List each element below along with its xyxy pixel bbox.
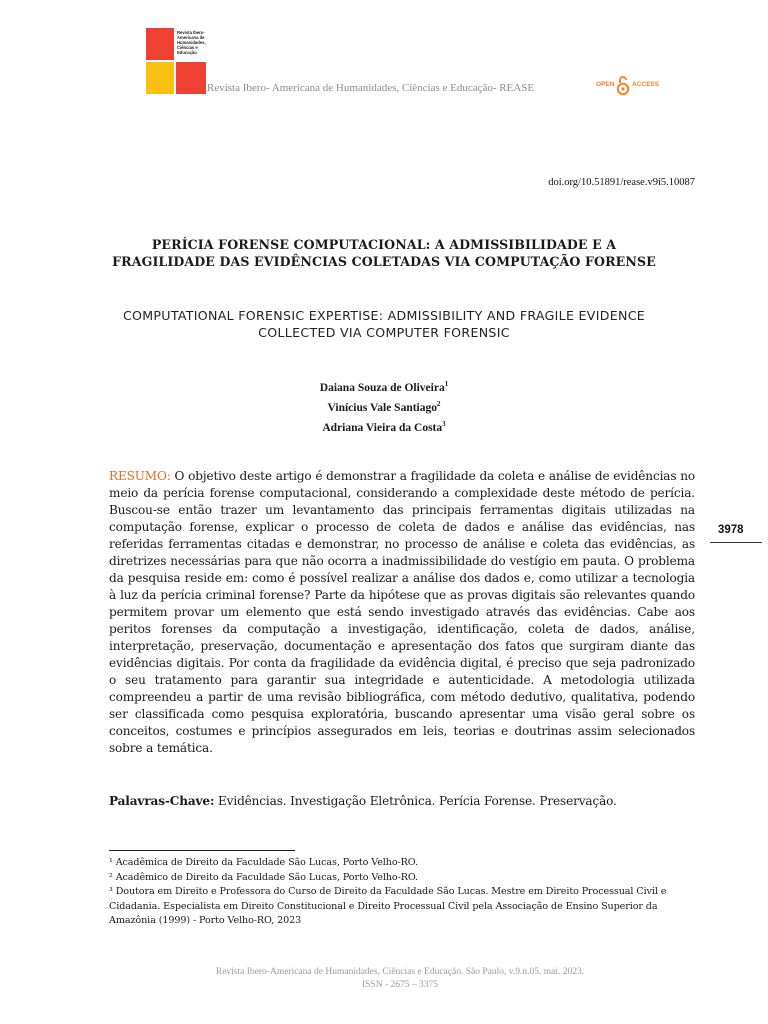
footnote-text: Acadêmico de Direito da Faculdade São Lucas, Porto Velho-RO. [112,871,418,883]
author-name: Daiana Souza de Oliveira [319,381,445,394]
keywords-label: Palavras-Chave: [109,794,215,808]
author-list [200,376,568,435]
footnote-mark: ³ [109,886,113,897]
abstract-text: O objetivo deste artigo é demonstrar a fragilidade da coleta e análise de evidências no meio da perícia forense computacional, considerando a complexidade deste método de perícia. Buscou-se então trazer um levantamento das principais ferramentas digitais utilizadas na computação forense, explicar o processo de coleta de dados e análise das evidências, nas referidas ferramentas citadas e demonstrar, no processo de análise e coleta das evidências, as diretrizes necessárias para que não ocorra a inadmissibilidade do vestígio em pauta. O problema da pesquisa reside em: como é possível realizar a análise dos dados e, como utilizar a tecnologia à luz da perícia criminal forense? Parte da hipótese que as provas digitais são relevantes quando permitem provar um elemento que está sendo investigado através das evidências. Cabe aos peritos forenses da computação a investigação, identificação, coleta de dados, análise, interpretação, preservação, documentação e apresentação dos fatos que surgiram diante das evidências digitais. Por conta da fragilidade da evidência digital, é preciso que seja padronizado o seu tratamento para garantir sua integridade e autenticidade. A metodologia utilizada compreendeu a partir de uma revisão bibliográfica, com método dedutivo, qualitativa, podendo ser classificada como pesquisa exploratória, buscando apresentar uma visão geral sobre os conceitos, costumes e princípios assegurados em leis, teorias e doutrinas assim selecionados sobre a temática. [109,469,695,755]
footnote-mark: ² [109,871,113,883]
open-access-access-text: ACCESS [632,81,660,88]
author-name: Adriana Vieira da Costa [322,421,443,434]
footnote [109,856,697,871]
logo-yellow-square [146,62,174,94]
footnotes [109,856,697,929]
page-number-rule [710,542,762,543]
abstract [109,468,695,757]
footer-citation: Revista Ibero-Americana de Humanidades, Ciências e Educação. São Paulo, v.9.n.05. mai. 2023. [215,967,585,977]
author-footnote-mark[interactable]: 3 [442,419,446,428]
footnote-text: Acadêmica de Direito da Faculdade São Lucas, Porto Velho-RO. [112,857,418,868]
footer-issn: ISSN - 2675 – 3375 [361,980,438,990]
open-access-lock-icon [616,74,630,96]
article-title-english: COMPUTATIONAL FORENSIC EXPERTISE: ADMISSIBILITY AND FRAGILE EVIDENCE COLLECTED VIA COMPUTER FORENSIC [122,308,646,340]
keywords-text: Evidências. Investigação Eletrônica. Perícia Forense. Preservação. [214,794,617,808]
author-footnote-mark[interactable]: 2 [437,399,441,408]
logo-red-square-bottom [176,62,206,94]
footnote-mark: ¹ [109,857,113,868]
keywords [109,793,695,810]
page-number: 3978 [718,524,744,536]
author-footnote-mark[interactable]: 1 [444,380,449,388]
open-access-open-text: OPEN [596,81,615,88]
footnote [109,885,697,929]
logo-text: Revista Ibero-Americana de Humanidades, Ciências e Educação [177,30,206,55]
journal-logo [146,28,206,94]
footnote [109,871,697,886]
doi-link[interactable]: doi.org/10.51891/rease.v9i5.10087 [548,177,695,188]
footnote-divider [109,850,295,851]
page-footer [100,966,700,992]
journal-name-header: Revista Ibero- Americana de Humanidades, Ciências e Educação- REASE [207,82,535,94]
author-name: Vinícius Vale Santiago [327,401,437,414]
abstract-label: RESUMO: [109,469,171,483]
footnote-text: Doutora em Direito e Professora do Curso de Direito da Faculdade São Lucas. Mestre em Direito Processual Civil e Cidadania. Especialista em Direito Constitucional e Direito Processual Civil pela Associação de Ensino Superior da Amazônia (1999) - Porto Velho-RO, 2023 [109,886,667,926]
author [200,396,568,416]
article-title-portuguese: PERÍCIA FORENSE COMPUTACIONAL: A ADMISSIBILIDADE E A FRAGILIDADE DAS EVIDÊNCIAS COLETADAS VIA COMPUTAÇÃO FORENSE [112,237,656,269]
author [200,416,568,436]
author [200,376,568,396]
logo-red-square [146,28,174,60]
